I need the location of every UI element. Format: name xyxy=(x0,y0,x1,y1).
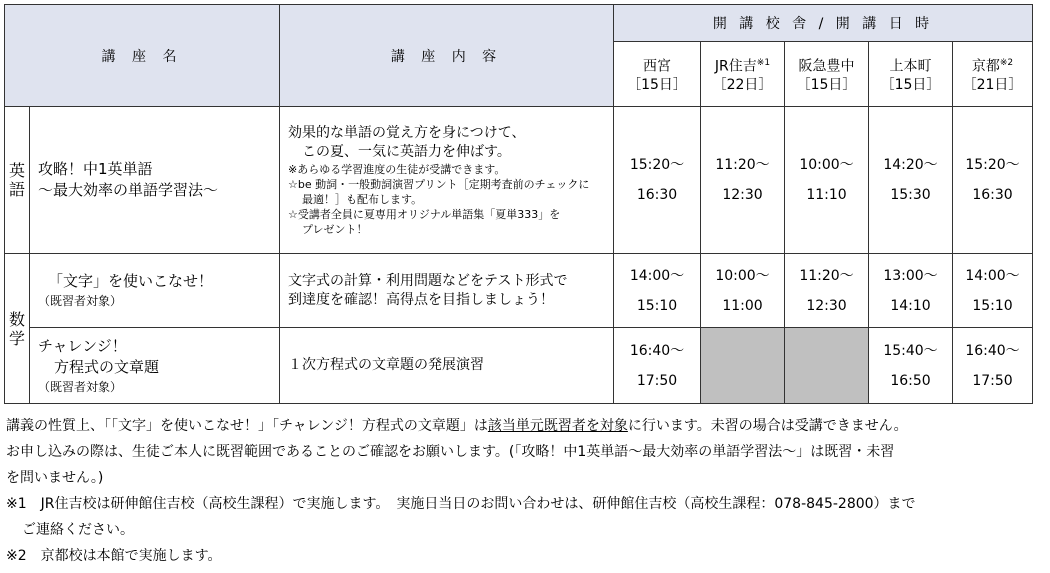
campus-jr-sumiyoshi: JR住吉$^{※1}$ ［22日］ xyxy=(701,42,785,107)
footnote-line: お申し込みの際は、生徒ご本人に既習範囲であることのご確認をお願いします。(「攻略！中1英単語～最大効率の単語学習法～」は既習・未習 xyxy=(6,444,895,460)
footnotes xyxy=(6,413,1046,569)
time-cell: 13:00～ 14:10 xyxy=(869,254,953,328)
campus-hankyu-toyonaka: 阪急豊中 ［15日］ xyxy=(785,42,869,107)
header-course-content: 講 座 内 容 xyxy=(280,5,614,107)
table-row xyxy=(5,328,1033,404)
time-cell: 10:00～ 11:00 xyxy=(701,254,785,328)
schedule-table xyxy=(4,4,1033,404)
header-schedule: 開 講 校 舎 / 開 講 日 時 xyxy=(614,5,1033,42)
course-content: 文字式の計算・利用問題などをテスト形式で 到達度を確認！高得点を目指しましょう！ xyxy=(280,254,614,328)
time-cell: 15:20～ 16:30 xyxy=(953,107,1033,254)
footnote-note2: ※2 京都校は本館で実施します。 xyxy=(6,548,222,564)
subject-english: 英 語 xyxy=(5,107,30,254)
course-name: 「文字」を使いこなせ！ （既習者対象） xyxy=(30,254,280,328)
time-cell: 14:00～ 15:10 xyxy=(953,254,1033,328)
footnote-line: を問いません。) xyxy=(6,470,104,486)
footnote-note1: ※1 JR住吉校は研伸館住吉校（高校生課程）で実施します。 実施日当日のお問い合わせは、研伸館住吉校（高校生課程：078-845-2800）まで xyxy=(6,496,916,512)
time-cell: 15:20～ 16:30 xyxy=(614,107,701,254)
time-cell-unavailable xyxy=(785,328,869,404)
table-row xyxy=(5,107,1033,254)
table-row xyxy=(5,254,1033,328)
time-cell: 11:20～ 12:30 xyxy=(785,254,869,328)
campus-nishinomiya: 西宮 ［15日］ xyxy=(614,42,701,107)
time-cell: 14:00～ 15:10 xyxy=(614,254,701,328)
time-cell: 14:20～ 15:30 xyxy=(869,107,953,254)
time-cell-unavailable xyxy=(701,328,785,404)
course-content: １次方程式の文章題の発展演習 xyxy=(280,328,614,404)
campus-kyoto: 京都$^{※2}$ ［21日］ xyxy=(953,42,1033,107)
time-cell: 11:20～ 12:30 xyxy=(701,107,785,254)
course-name: 攻略！中1英単語 ～最大効率の単語学習法～ xyxy=(30,107,280,254)
footnote-note1-cont: ご連絡ください。 xyxy=(22,522,134,538)
campus-uehommachi: 上本町 ［15日］ xyxy=(869,42,953,107)
time-cell: 10:00～ 11:10 xyxy=(785,107,869,254)
time-cell: 16:40～ 17:50 xyxy=(953,328,1033,404)
time-cell: 15:40～ 16:50 xyxy=(869,328,953,404)
footnote-line: 講義の性質上、「「文字」を使いこなせ！」「チャレンジ！方程式の文章題」は該当単元既習者を対象に行います。未習の場合は受講できません。 xyxy=(6,418,908,434)
course-content: 効果的な単語の覚え方を身につけて、 この夏、一気に英語力を伸ばす。 ※あらゆる学習進度の生徒が受講できます。 ☆be 動詞・一般動詞演習プリント［定期考査前のチェックに 最適！］も配布します。 ☆受講者全員に夏専用オリジナル単語集「夏単333」を プレゼント！ xyxy=(280,107,614,254)
course-name: チャレンジ！ 方程式の文章題 （既習者対象） xyxy=(30,328,280,404)
header-course-name: 講 座 名 xyxy=(5,5,280,107)
subject-math: 数 学 xyxy=(5,254,30,404)
time-cell: 16:40～ 17:50 xyxy=(614,328,701,404)
